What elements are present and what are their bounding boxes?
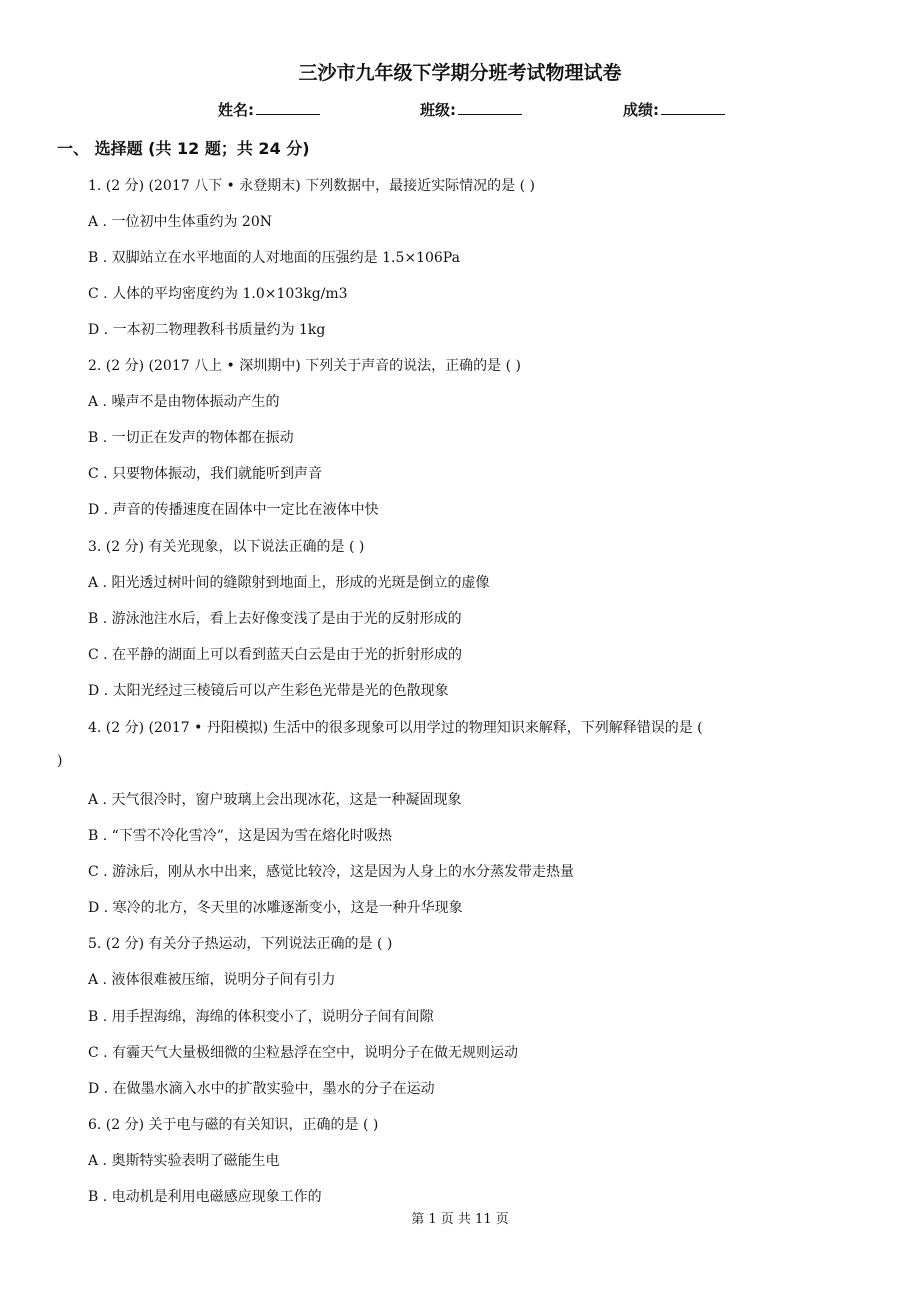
question-4-continuation: ) [57, 753, 63, 769]
class-field [420, 99, 522, 120]
question-3-option-d: D . 太阳光经过三棱镜后可以产生彩色光带是光的色散现象 [88, 683, 449, 699]
question-6-option-a: A . 奥斯特实验表明了磁能生电 [88, 1153, 280, 1169]
question-2-option-a: A . 噪声不是由物体振动产生的 [88, 394, 280, 410]
question-1-option-a: A . 一位初中生体重约为 20N [88, 214, 272, 230]
question-1-option-c: C . 人体的平均密度约为 1.0×103kg/m3 [88, 286, 348, 302]
score-field [623, 99, 725, 120]
class-label: 班级: [420, 101, 456, 119]
name-blank [256, 100, 320, 115]
question-1-option-d: D . 一本初二物理教科书质量约为 1kg [88, 322, 326, 338]
page-footer: 第 1 页 共 11 页 [411, 1212, 509, 1227]
question-2-option-d: D . 声音的传播速度在固体中一定比在液体中快 [88, 502, 379, 518]
score-blank [661, 100, 725, 115]
question-4-option-c: C . 游泳后，刚从水中出来，感觉比较冷，这是因为人身上的水分蒸发带走热量 [88, 864, 575, 880]
question-5-option-c: C . 有霾天气大量极细微的尘粒悬浮在空中，说明分子在做无规则运动 [88, 1045, 519, 1061]
name-field [218, 99, 320, 120]
question-4-option-b: B . “下雪不冷化雪冷”，这是因为雪在熔化时吸热 [88, 828, 392, 844]
question-1-option-b: B . 双脚站立在水平地面的人对地面的压强约是 1.5×106Pa [88, 250, 460, 266]
name-label: 姓名: [218, 101, 254, 119]
question-3-option-b: B . 游泳池注水后，看上去好像变浅了是由于光的反射形成的 [88, 611, 462, 627]
question-6-option-b: B . 电动机是利用电磁感应现象工作的 [88, 1189, 322, 1205]
question-6: 6. (2 分) 关于电与磁的有关知识，正确的是 ( ) [88, 1117, 379, 1133]
section-heading: 一、 选择题 (共 12 题；共 24 分) [57, 139, 310, 158]
question-4-option-d: D . 寒冷的北方，冬天里的冰雕逐渐变小，这是一种升华现象 [88, 900, 463, 916]
class-blank [458, 100, 522, 115]
question-3-option-a: A . 阳光透过树叶间的缝隙射到地面上，形成的光斑是倒立的虚像 [88, 575, 490, 591]
question-2: 2. (2 分) (2017 八上 • 深圳期中) 下列关于声音的说法，正确的是 ( ) [88, 358, 521, 374]
question-2-option-c: C . 只要物体振动，我们就能听到声音 [88, 466, 323, 482]
question-5-option-b: B . 用手捏海绵，海绵的体积变小了，说明分子间有间隙 [88, 1009, 434, 1025]
question-3: 3. (2 分) 有关光现象，以下说法正确的是 ( ) [88, 539, 365, 555]
question-3-option-c: C . 在平静的湖面上可以看到蓝天白云是由于光的折射形成的 [88, 647, 463, 663]
question-5-option-d: D . 在做墨水滴入水中的扩散实验中，墨水的分子在运动 [88, 1081, 435, 1097]
question-4: 4. (2 分) (2017 • 丹阳模拟) 生活中的很多现象可以用学过的物理知识来解释，下列解释错误的是 ( [88, 720, 703, 736]
score-label: 成绩: [623, 101, 659, 119]
page-title: 三沙市九年级下学期分班考试物理试卷 [298, 62, 622, 84]
question-5-option-a: A . 液体很难被压缩，说明分子间有引力 [88, 972, 336, 988]
question-1: 1. (2 分) (2017 八下 • 永登期末) 下列数据中，最接近实际情况的是 ( ) [88, 178, 535, 194]
question-5: 5. (2 分) 有关分子热运动，下列说法正确的是 ( ) [88, 936, 393, 952]
question-2-option-b: B . 一切正在发声的物体都在振动 [88, 430, 294, 446]
question-4-option-a: A . 天气很冷时，窗户玻璃上会出现冰花，这是一种凝固现象 [88, 792, 462, 808]
